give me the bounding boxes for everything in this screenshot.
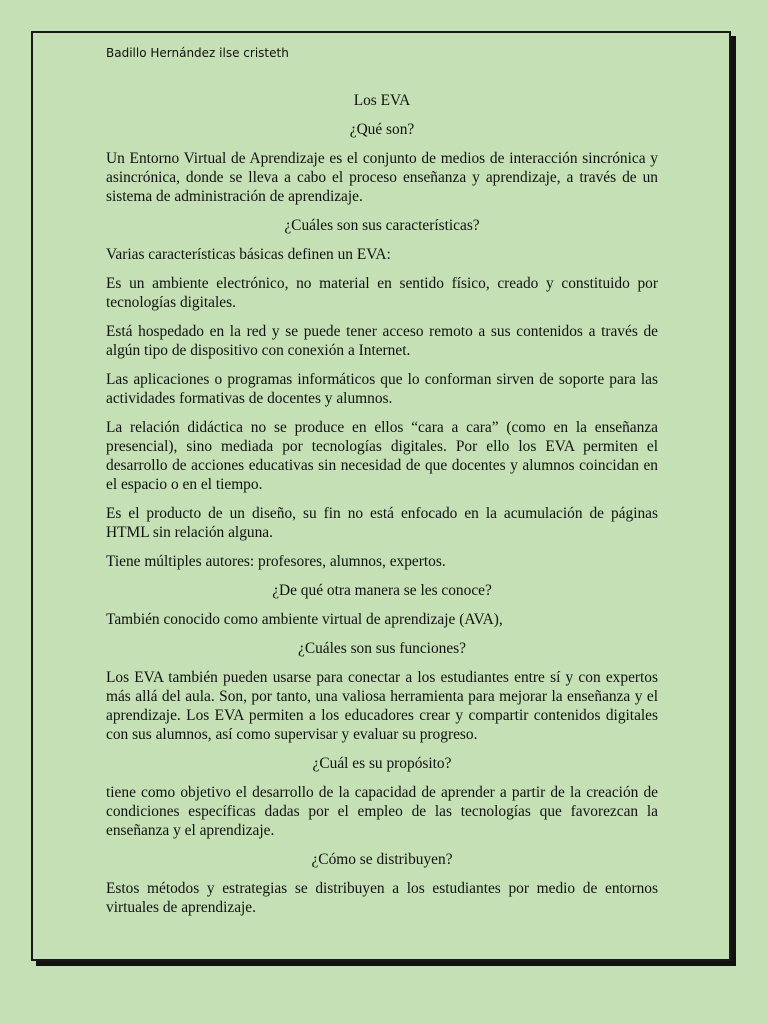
paragraph: Tiene múltiples autores: profesores, alumnos, expertos. bbox=[106, 553, 446, 570]
paragraph: Está hospedado en la red y se puede tener acceso remoto a sus contenidos a través de algún tipo de dispositivo con conexión a Internet. bbox=[106, 323, 658, 359]
question-heading: ¿Cuál es su propósito? bbox=[312, 755, 452, 772]
paragraph: Es un ambiente electrónico, no material en sentido físico, creado y constituido por tecnologías digitales. bbox=[106, 275, 658, 311]
paragraph: La relación didáctica no se produce en ellos “cara a cara” (como en la enseñanza presencial), sino mediada por tecnologías digitales. Por ello los EVA permiten el desarrollo de acciones educativas sin necesidad de que docentes y alumnos coincidan en el espacio o en el tiempo. bbox=[106, 419, 658, 493]
question-heading: ¿Cuáles son sus características? bbox=[284, 217, 480, 234]
paragraph: Varias características básicas definen un EVA: bbox=[106, 246, 391, 263]
paragraph: Un Entorno Virtual de Aprendizaje es el conjunto de medios de interacción sincrónica y asincrónica, donde se lleva a cabo el proceso enseñanza y aprendizaje, a través de un sistema de administración de aprendizaje. bbox=[106, 150, 658, 205]
author-name: Badillo Hernández ilse cristeth bbox=[106, 46, 289, 60]
paragraph: Estos métodos y estrategias se distribuyen a los estudiantes por medio de entornos virtuales de aprendizaje. bbox=[106, 880, 658, 916]
paragraph: Los EVA también pueden usarse para conectar a los estudiantes entre sí y con expertos más allá del aula. Son, por tanto, una valiosa herramienta para mejorar la enseñanza y el aprendizaje. Los EVA permiten a los educadores crear y compartir contenidos digitales con sus alumnos, así como supervisar y evaluar su progreso. bbox=[106, 669, 658, 743]
paragraph: tiene como objetivo el desarrollo de la capacidad de aprender a partir de la creación de condiciones específicas dadas por el empleo de las tecnologías que favorezcan la enseñanza y el aprendizaje. bbox=[106, 784, 658, 839]
question-heading: ¿De qué otra manera se les conoce? bbox=[272, 582, 492, 599]
paragraph: Es el producto de un diseño, su fin no está enfocado en la acumulación de páginas HTML sin relación alguna. bbox=[106, 505, 658, 541]
question-heading: ¿Cuáles son sus funciones? bbox=[298, 640, 466, 657]
paragraph: Las aplicaciones o programas informáticos que lo conforman sirven de soporte para las actividades formativas de docentes y alumnos. bbox=[106, 371, 658, 407]
document-body bbox=[106, 91, 658, 927]
paragraph: También conocido como ambiente virtual de aprendizaje (AVA), bbox=[106, 611, 503, 628]
document-title: Los EVA bbox=[353, 92, 411, 109]
question-heading: ¿Cómo se distribuyen? bbox=[311, 851, 453, 868]
question-heading: ¿Qué son? bbox=[349, 121, 415, 138]
